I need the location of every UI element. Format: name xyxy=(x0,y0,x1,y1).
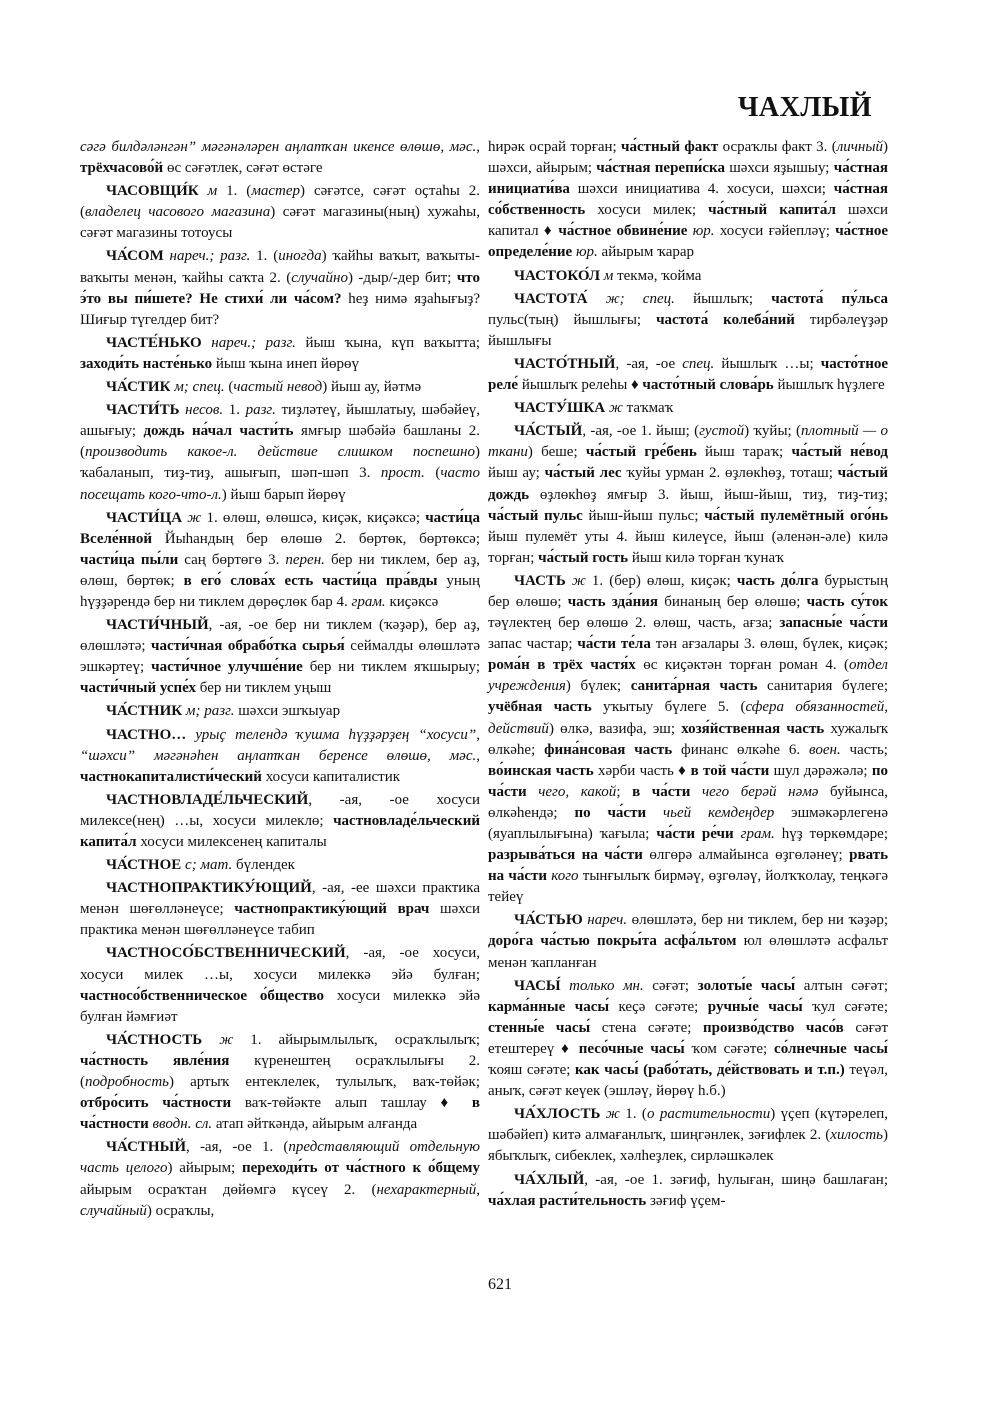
headword-or-example: произво́дство часо́в xyxy=(703,1019,844,1036)
headword-or-example: фина́нсовая часть xyxy=(544,741,673,758)
headword-or-example: во́инская часть xyxy=(488,762,594,779)
headword-or-example: учёбная часть xyxy=(488,699,592,716)
headword-or-example: части́чный успе́х xyxy=(80,680,197,697)
translation-text: һирәк осрай торған; xyxy=(488,139,622,155)
grammar-note: отдел учреждения xyxy=(488,657,888,695)
translation-text: айырым ҡарар xyxy=(597,244,695,261)
grammar-note: юр. xyxy=(575,244,598,261)
grammar-note: чьей кемдеңдер xyxy=(662,804,775,821)
translation-text: ( xyxy=(424,465,441,482)
grammar-note: несов. xyxy=(185,402,224,419)
headword-or-example: золоты́е часы́ xyxy=(697,977,796,994)
translation-text: зәғиф үҫем- xyxy=(646,1192,726,1209)
grammar-note: перен. xyxy=(285,551,325,568)
grammar-note: мастер xyxy=(251,183,301,200)
grammar-note: частый невод xyxy=(233,379,323,396)
headword-or-example: ♦ ча́стное обвине́ние xyxy=(543,223,688,240)
translation-text: 1. ( xyxy=(619,1106,647,1123)
translation-text: шәхси капитал xyxy=(488,202,888,240)
headword-or-example: по ча́сти xyxy=(574,804,647,821)
translation-text: ) осраҡлы, xyxy=(146,1202,215,1219)
headword-or-example: ЧАСТНОПРАКТИКУ́ЮЩИЙ xyxy=(106,880,312,897)
translation-text xyxy=(202,1032,219,1048)
page-number: 621 xyxy=(488,1276,512,1293)
headword-or-example: ЧА́СТЬЮ xyxy=(514,912,583,929)
translation-text: санитария бүлеге; xyxy=(757,678,889,695)
grammar-note: представляющий отдельную часть целого xyxy=(80,1139,480,1177)
headword-or-example: ча́стый дождь xyxy=(488,465,888,503)
dictionary-entry xyxy=(80,943,480,1027)
headword-or-example: частота́ пу́льса xyxy=(771,290,889,307)
headword-or-example: частновладе́льческий капита́л xyxy=(80,812,480,850)
translation-text: кеҫә сәғәте; xyxy=(609,998,708,1015)
dictionary-entry xyxy=(488,354,888,396)
dictionary-entry xyxy=(80,1137,480,1221)
dictionary-entry xyxy=(488,976,888,1103)
translation-text: ) шәхси, айырым; xyxy=(488,139,888,177)
headword-or-example: ♦ часто́тный слова́рь xyxy=(631,377,774,394)
translation-text: 1. ( xyxy=(250,248,279,265)
translation-text: , -ая, -ое 1. зәғиф, һулыған, шиңә башлаған; xyxy=(584,1171,888,1188)
dictionary-entry xyxy=(80,181,480,244)
translation-text: теүәл, аныҡ, сәғәт кеүек (эшләү, йөрөү һ.б.) xyxy=(488,1062,888,1100)
headword-or-example: ♦ в той ча́сти xyxy=(678,762,770,779)
grammar-note: грам. xyxy=(740,826,775,842)
headword-or-example: ча́сти ре́чи xyxy=(656,826,734,842)
translation-text: бурыстың бер өлөшө; xyxy=(488,572,888,610)
grammar-note: ж; спец. xyxy=(605,290,675,307)
headword-or-example: ча́сти те́ла xyxy=(577,636,651,653)
grammar-note: кого xyxy=(551,868,579,885)
translation-text: шул дәрәжәлә; xyxy=(769,762,872,779)
headword-or-example: ЧАСТИ́ТЬ xyxy=(106,402,180,419)
translation-text: запас частар; xyxy=(488,636,578,653)
translation-text xyxy=(561,978,570,994)
headword-or-example: части́ца Вселе́нной xyxy=(80,509,480,547)
translation-text: 1. өлөш, өлөшсә, киҫәк, киҫәксә; xyxy=(201,509,426,526)
translation-text: , -ая, -ее шәхси практика менән шөғөлләнеүсе; xyxy=(80,880,480,918)
headword-or-example: ча́стый не́вод xyxy=(791,444,888,461)
translation-text: йыш килә торған ҡунаҡ xyxy=(628,549,784,566)
dictionary-entry xyxy=(80,790,480,853)
translation-text: киҫәксә xyxy=(385,593,439,610)
dictionary-entry xyxy=(488,289,888,352)
translation-text: ) ябыҡлыҡ, сибеклек, хәлһеҙлек, сирләшкәлек xyxy=(488,1127,888,1165)
dictionary-entry xyxy=(488,1104,888,1167)
translation-text: ҡояш сәғәте; xyxy=(488,1062,576,1079)
translation-text: ) йыш барып йөрөү xyxy=(221,486,346,503)
grammar-note: часто посещать кого-что-л. xyxy=(80,465,480,503)
translation-text: часть; xyxy=(840,741,888,758)
dictionary-entry xyxy=(488,571,888,909)
headword-or-example: ЧАСТЕ́НЬКО xyxy=(106,334,202,351)
headword-or-example: со́лнечные часы́ xyxy=(774,1040,889,1057)
grammar-note: нареч.; разг. xyxy=(211,334,296,351)
headword-or-example: ЧАСТОТА́ xyxy=(514,290,588,307)
grammar-note: ж xyxy=(605,1106,620,1123)
dictionary-entry xyxy=(488,910,888,973)
translation-text: йыш ау; xyxy=(488,465,545,482)
headword-or-example: санита́рная часть xyxy=(630,678,758,695)
headword-or-example: в ча́сти xyxy=(632,783,691,800)
headword-or-example: ча́стная инициати́ва xyxy=(488,160,888,198)
grammar-note: грам. xyxy=(351,593,386,610)
headword-or-example: часть до́лга xyxy=(736,572,819,589)
headword-or-example: ча́стный факт xyxy=(621,139,719,155)
translation-text: ) -дыр/-дер бит; xyxy=(348,269,457,286)
grammar-note: ж xyxy=(187,509,202,526)
headword-or-example: переходи́ть от ча́стного к о́бщему xyxy=(242,1160,480,1177)
translation-text: эшмәкәрлегенә (яуаплылығына) ҡағыла; xyxy=(488,804,888,842)
translation-text: ҡуйы урман 2. өҙлөкһөҙ, тоташ; xyxy=(621,465,838,482)
translation-text xyxy=(588,291,606,307)
dictionary-entry xyxy=(80,508,480,613)
translation-text: сәғәт етештереү xyxy=(488,1019,888,1057)
translation-text: стена сәғәте; xyxy=(590,1019,703,1036)
translation-text: , -ая, -ое бер ни тиклем (ҡәҙәр), бер аҙ, өлөшләтә; xyxy=(80,617,480,655)
grammar-note: владелец часового магазина xyxy=(85,204,271,221)
translation-text: өҙлөкһөҙ ямғыр 3. йыш, йыш-йыш, тиҙ, тиҙ-тиҙ; xyxy=(529,486,888,503)
translation-text: йышлыҡ релеһы xyxy=(518,377,632,394)
translation-text: һүҙ төркөмдәре; xyxy=(774,826,889,842)
headword-or-example: ча́стый гость xyxy=(538,549,629,566)
translation-text: шәхси инициатива 4. хосуси, шәхси; xyxy=(569,181,834,198)
translation-text: сәғәт; xyxy=(643,977,698,994)
headword-or-example: запасны́е ча́сти xyxy=(779,615,888,632)
grammar-note: воен. xyxy=(809,741,841,758)
translation-text: бер ни тиклем, бер аҙ, өлөш, бөртөк; xyxy=(80,551,481,589)
translation-text: йышлыҡ …ы; xyxy=(714,355,821,372)
dictionary-entry xyxy=(80,701,480,722)
translation-text: ) сәғәт магазины(ның) хужаһы, сәғәт магазины тотоусы xyxy=(80,204,481,242)
headword-or-example: ЧАСЫ́ xyxy=(514,977,561,994)
translation-text: ) өлкә, вазифа, эш; xyxy=(548,720,682,737)
grammar-note: плотный — о ткани xyxy=(488,423,888,461)
translation-text: , -ая, -ое xyxy=(615,355,683,372)
translation-text: 1. ( xyxy=(217,183,252,200)
translation-text xyxy=(202,335,212,351)
dictionary-entry xyxy=(80,246,480,330)
dictionary-entry xyxy=(80,137,480,179)
translation-text: осраҡлы факт 3. ( xyxy=(718,139,837,155)
headword-or-example: доро́га ча́стью покры́та асфа́льтом xyxy=(488,933,737,950)
translation-text: тәүлектең бер өлөшө 2. өлөш, часть, ағза; xyxy=(488,615,780,632)
translation-text: бер ни тиклем яҡшырыу; xyxy=(302,659,481,676)
translation-text: таҡмаҡ xyxy=(622,400,674,417)
translation-text: ) ҡуйы; ( xyxy=(744,423,801,440)
headword-or-example: заходи́ть насте́нько xyxy=(80,355,213,372)
translation-text: саң бөртөгө 3. xyxy=(178,551,286,568)
headword-or-example: части́чная обрабо́тка сырья́ xyxy=(151,638,345,655)
headword-or-example: часть зда́ния xyxy=(567,593,659,610)
translation-text: алтын сәғәт; xyxy=(795,977,888,994)
translation-text: шәхси яҙышыу; xyxy=(724,160,834,177)
translation-text: хужалыҡ өлкәһе; xyxy=(488,720,888,758)
translation-text: ) беше; xyxy=(527,444,586,461)
translation-text xyxy=(186,727,195,743)
translation-text: ваҡ-төйәкте алып ташлау xyxy=(231,1095,441,1112)
headword-or-example: частнопрактику́ющий врач xyxy=(234,901,430,918)
translation-text: ҡом сәғәте; xyxy=(684,1040,775,1057)
right-column xyxy=(488,137,888,1214)
translation-text: , -ая, -ое хосуси, хосуси милек …ы, хосуси милеккә эйә булған; xyxy=(80,945,480,983)
translation-text: өлөшләтә, бер ни тиклем, бер ни ҡәҙәр; xyxy=(627,912,888,929)
translation-text: хосуси милексенең капиталы xyxy=(136,834,327,850)
grammar-note: ж xyxy=(608,400,623,417)
grammar-note: прост. xyxy=(380,465,425,482)
grammar-note: с; мат. xyxy=(185,857,233,874)
translation-text: йыш ҡына инеп йөрөү xyxy=(212,355,359,372)
translation-text: өс сәғәтлек, сәғәт өстәге xyxy=(163,160,323,177)
translation-text: шәхси практика менән шөғөлләнеүсе табип xyxy=(80,901,480,939)
grammar-note: м; разг. xyxy=(185,703,235,720)
translation-text: ) ҡабаланып, тиҙ-тиҙ, ашығып, шәп-шәп 3. xyxy=(80,444,480,482)
translation-text: ҡул сәғәте; xyxy=(802,998,888,1015)
headword-or-example: ча́стная со́бственность xyxy=(488,181,888,219)
grammar-note: м xyxy=(603,267,614,284)
headword-or-example: разрыва́ться на ча́сти xyxy=(488,847,643,864)
dictionary-entry xyxy=(80,725,480,788)
translation-text: хосуси ғәйепләү; xyxy=(714,223,836,240)
grammar-note: ж xyxy=(219,1031,234,1048)
dictionary-entry xyxy=(488,398,888,419)
running-head: ЧАХЛЫЙ xyxy=(737,92,872,123)
dictionary-entry xyxy=(488,421,888,569)
dictionary-entry xyxy=(488,137,888,264)
headword-or-example: рвать на ча́сти xyxy=(488,847,889,885)
headword-or-example: трёхчасово́й xyxy=(80,160,164,177)
grammar-note: производить какое-л. действие слишком поспешно xyxy=(85,444,475,461)
dictionary-entry xyxy=(80,878,480,941)
headword-or-example: ЧАСТИ́ЦА xyxy=(106,509,183,526)
headword-or-example: ручны́е часы́ xyxy=(707,998,803,1015)
translation-text: ( xyxy=(224,379,234,396)
grammar-note: хилость xyxy=(830,1127,883,1144)
grammar-note: нехарактерный, случайный xyxy=(80,1181,480,1219)
headword-or-example: ча́стый гре́бень xyxy=(585,444,697,461)
translation-text: Йыһандың бер өлөшө 2. бөртөк, бөртөксә; xyxy=(152,530,480,547)
headword-or-example: ча́стная перепи́ска xyxy=(596,160,725,177)
headword-or-example: часть су́ток xyxy=(806,593,888,610)
translation-text: йышлыҡ һүҙлеге xyxy=(773,377,885,394)
grammar-note: ж xyxy=(571,572,586,589)
headword-or-example: ЧАСТНОВЛАДЕ́ЛЬЧЕСКИЙ xyxy=(106,791,309,808)
translation-text xyxy=(734,826,741,842)
headword-or-example: ЧАСТНОСО́БСТВЕННИЧЕСКИЙ xyxy=(106,945,346,962)
dictionary-entry xyxy=(488,266,888,287)
translation-text: һеҙ нимә яҙаһығыҙ? Шиғыр түгелдер бит? xyxy=(80,290,480,328)
grammar-note: иногда xyxy=(278,248,322,265)
grammar-note: сфера обязанностей, действий xyxy=(488,699,888,737)
grammar-note: чего, какой xyxy=(538,783,617,800)
translation-text: 1. айырымлылыҡ, осраҡлылыҡ; xyxy=(233,1031,481,1048)
grammar-note: чего берәй нәмә xyxy=(701,783,819,800)
grammar-note: урыҫ телендә ҡушма һүҙҙәрҙең “хосуси”, “шәхси” мәгәнәһен аңлатҡан беренсе өлөшө, мәс. xyxy=(80,726,480,764)
grammar-note: юр. xyxy=(692,223,715,240)
headword-or-example: ♦ в ча́стности xyxy=(80,1095,480,1133)
dictionary-entry xyxy=(80,1030,480,1135)
grammar-note: только мн. xyxy=(569,977,644,994)
headword-or-example: ЧА́ХЛЫЙ xyxy=(514,1171,585,1188)
translation-text: тиҙләтеү, йышлатыу, шәбәйеү, ашығыу; xyxy=(80,402,480,440)
translation-text: ) айырым; xyxy=(167,1160,242,1177)
headword-or-example: часто́тное реле́ xyxy=(488,355,888,394)
headword-or-example: частота́ колеба́ний xyxy=(656,311,795,328)
headword-or-example: что э́то вы пи́шете? Не стихи́ ли ча́сом? xyxy=(80,269,480,307)
translation-text: 1. (бер) өлөш, киҫәк; xyxy=(585,572,737,589)
headword-or-example: ЧА́СТЫЙ xyxy=(514,423,583,440)
translation-text: йыш тараҡ; xyxy=(696,444,792,461)
translation-text xyxy=(646,805,663,821)
headword-or-example: как часы́ (рабо́тать, де́йствовать и т.п.) xyxy=(575,1062,845,1079)
translation-text: ) ҡайһы ваҡыт, ваҡыты-ваҡыты менән, ҡайһы саҡта 2. ( xyxy=(80,248,481,286)
grammar-note: спец. xyxy=(682,355,715,372)
headword-or-example: ЧА́СТНОЕ xyxy=(106,857,182,874)
translation-text: йыш ҡына, күп ваҡытта; xyxy=(295,334,481,351)
translation-text: буйынса, өлкәһендә; xyxy=(488,783,888,821)
translation-text: өлгөрә алмайынса өҙгөләнеү; xyxy=(642,847,850,864)
translation-text: пульс(тың) йышлығы; xyxy=(488,311,657,328)
headword-or-example: отбро́сить ча́стности xyxy=(80,1095,232,1112)
translation-text xyxy=(199,183,208,199)
dictionary-entry xyxy=(80,377,480,398)
headword-or-example: ЧА́СТНОСТЬ xyxy=(106,1031,203,1048)
headword-or-example: ча́стый лес xyxy=(544,465,622,482)
translation-text: уның һүҙҙәрендә бер ни тиклем дөрөҫлөк бар 4. xyxy=(80,572,480,610)
translation-text: бүлендек xyxy=(232,857,295,874)
translation-text: күренештең осраҡлылығы 2. ( xyxy=(80,1052,480,1091)
translation-text: йыш пулемёт уты 4. йыш килеүсе, йыш (әленән-әле) килә торған; xyxy=(488,528,888,566)
headword-or-example: рома́н в трёх частя́х xyxy=(488,657,636,674)
headword-or-example: ЧАСОВЩИ́К xyxy=(106,183,199,200)
headword-or-example: ЧА́СТНИК xyxy=(106,703,183,720)
translation-text: шәхси эшҡыуар xyxy=(234,703,341,720)
grammar-note: м xyxy=(207,183,218,200)
translation-text: бинаның бер өлөшө; xyxy=(658,593,807,610)
headword-or-example: ЧА́СТНЫЙ xyxy=(106,1139,186,1156)
translation-text: хосуси капиталистик xyxy=(261,768,401,785)
headword-or-example: частносо́бственническое о́бщество xyxy=(80,987,324,1004)
headword-or-example: части́ца пы́ли xyxy=(80,551,179,568)
grammar-note: нареч. xyxy=(587,912,628,929)
headword-or-example: ча́стный капита́л xyxy=(708,202,836,219)
translation-text: , -ая, -ое 1. ( xyxy=(186,1139,289,1156)
translation-text: ) сәғәтсе, сәғәт оҫтаһы 2. ( xyxy=(80,183,481,221)
translation-text: , -ая, -ое хосуси милексе(нең) …ы, хосуси милеклө; xyxy=(80,791,480,829)
grammar-note: сәгә билдәләнгән” мәгәнәләрен аңлатҡан икенсе өлөшө, мәс. xyxy=(80,139,477,155)
translation-text: ) артыҡ ентеклелек, тулылыҡ, ваҡ-төйәк; xyxy=(169,1074,480,1091)
translation-text: финанс өлкәһе 6. xyxy=(672,741,810,758)
headword-or-example: ча́хлая расти́тельность xyxy=(488,1192,647,1209)
translation-text: , xyxy=(476,747,480,764)
grammar-note: подробность xyxy=(85,1074,169,1091)
grammar-note: нареч.; разг. xyxy=(169,248,251,265)
translation-text: ямғыр шәбәйә башланы 2. ( xyxy=(80,423,480,461)
translation-text xyxy=(527,784,539,800)
headword-or-example: ЧА́СТИК xyxy=(106,379,171,396)
dictionary-entry xyxy=(488,1170,888,1212)
grammar-note: густой xyxy=(699,423,745,440)
translation-text: тән ағзалары 3. өлөш, бүлек, киҫәк; xyxy=(650,636,889,653)
headword-or-example: ЧАСТУ́ШКА xyxy=(514,400,606,417)
headword-or-example: ♦ песо́чные часы́ xyxy=(561,1040,685,1057)
translation-text: юл өлөшләтә асфальт менән ҡапланған xyxy=(488,933,888,971)
translation-text: йыш-йыш пульс; xyxy=(582,507,705,524)
translation-text: , -ая, -ое 1. йыш; ( xyxy=(582,423,700,440)
headword-or-example: стенны́е часы́ xyxy=(488,1019,591,1036)
headword-or-example: ЧА́ХЛОСТЬ xyxy=(514,1106,601,1123)
translation-text: атап әйткәндә, айырым алғанда xyxy=(212,1116,418,1133)
headword-or-example: ЧАСТЬ xyxy=(514,572,566,589)
dictionary-entry xyxy=(80,615,480,699)
dictionary-entry xyxy=(80,855,480,876)
grammar-note: вводн. сл. xyxy=(152,1116,213,1133)
translation-text: өс киҫәктән торған роман 4. ( xyxy=(635,657,850,674)
translation-text: хосуси милеккә эйә булған йәмғиәт xyxy=(80,987,480,1025)
headword-or-example: ча́стность явле́ния xyxy=(80,1052,230,1069)
headword-or-example: части́чное улучше́ние xyxy=(151,659,303,676)
translation-text: 1. xyxy=(223,402,246,419)
translation-text: уҡытыу бүлеге 5. ( xyxy=(591,699,746,716)
translation-text: текмә, ҡойма xyxy=(613,267,702,284)
headword-or-example: в его́ слова́х есть части́ца пра́вды xyxy=(183,572,438,589)
translation-text: сеймалды өлөшләтә эшкәртеү; xyxy=(80,638,481,676)
dictionary-entry xyxy=(80,400,480,505)
headword-or-example: частнокапиталисти́ческий xyxy=(80,768,262,785)
translation-text: хәрби часть xyxy=(593,762,679,779)
headword-or-example: по ча́сти xyxy=(488,762,888,800)
translation-text xyxy=(690,784,702,800)
translation-text: ) бүлек; xyxy=(565,678,631,695)
translation-text: ) үҫеп (күтәрелеп, шәбәйеп) китә алмағанлыҡ, шиңгәнлек, зәғифлек 2. ( xyxy=(488,1106,889,1144)
headword-or-example: дождь на́чал части́ть xyxy=(143,423,294,440)
grammar-note: м; спец. xyxy=(174,379,225,396)
left-column xyxy=(80,137,480,1224)
headword-or-example: карма́нные часы́ xyxy=(488,998,610,1015)
headword-or-example: ЧАСТИ́ЧНЫЙ xyxy=(106,617,209,634)
translation-text: тирбәлеүҙәр йышлығы xyxy=(488,311,888,349)
grammar-note: разг. xyxy=(245,402,276,419)
translation-text: йышлыҡ; xyxy=(674,290,772,307)
translation-text: хосуси милек; xyxy=(585,202,709,219)
headword-or-example: ЧАСТНО… xyxy=(106,726,187,743)
headword-or-example: ча́стый пульс xyxy=(488,507,583,524)
headword-or-example: ЧА́СОМ xyxy=(106,248,164,265)
grammar-note: случайно xyxy=(291,269,348,286)
dictionary-entry xyxy=(80,333,480,375)
headword-or-example: ча́стый пулемётный ого́нь xyxy=(704,507,889,524)
translation-text: ; xyxy=(616,783,633,800)
translation-text: ) йыш ау, йәтмә xyxy=(322,379,422,396)
translation-text: бер ни тиклем уңыш xyxy=(196,680,332,697)
headword-or-example: ЧАСТОКО́Л xyxy=(514,267,601,284)
translation-text: , xyxy=(476,139,480,155)
translation-text: айырым осраҡтан дөйөмгә күсеү 2. ( xyxy=(80,1181,377,1198)
headword-or-example: ЧАСТО́ТНЫЙ xyxy=(514,355,616,372)
grammar-note: личный xyxy=(836,139,883,155)
grammar-note: о растительности xyxy=(646,1106,771,1123)
headword-or-example: ча́стное определе́ние xyxy=(488,223,889,261)
headword-or-example: хозя́йственная часть xyxy=(681,720,825,737)
translation-text: тынғылыҡ бирмәү, өҙгөләү, йолҡҡолау, теңкәгә тейеү xyxy=(488,868,889,906)
